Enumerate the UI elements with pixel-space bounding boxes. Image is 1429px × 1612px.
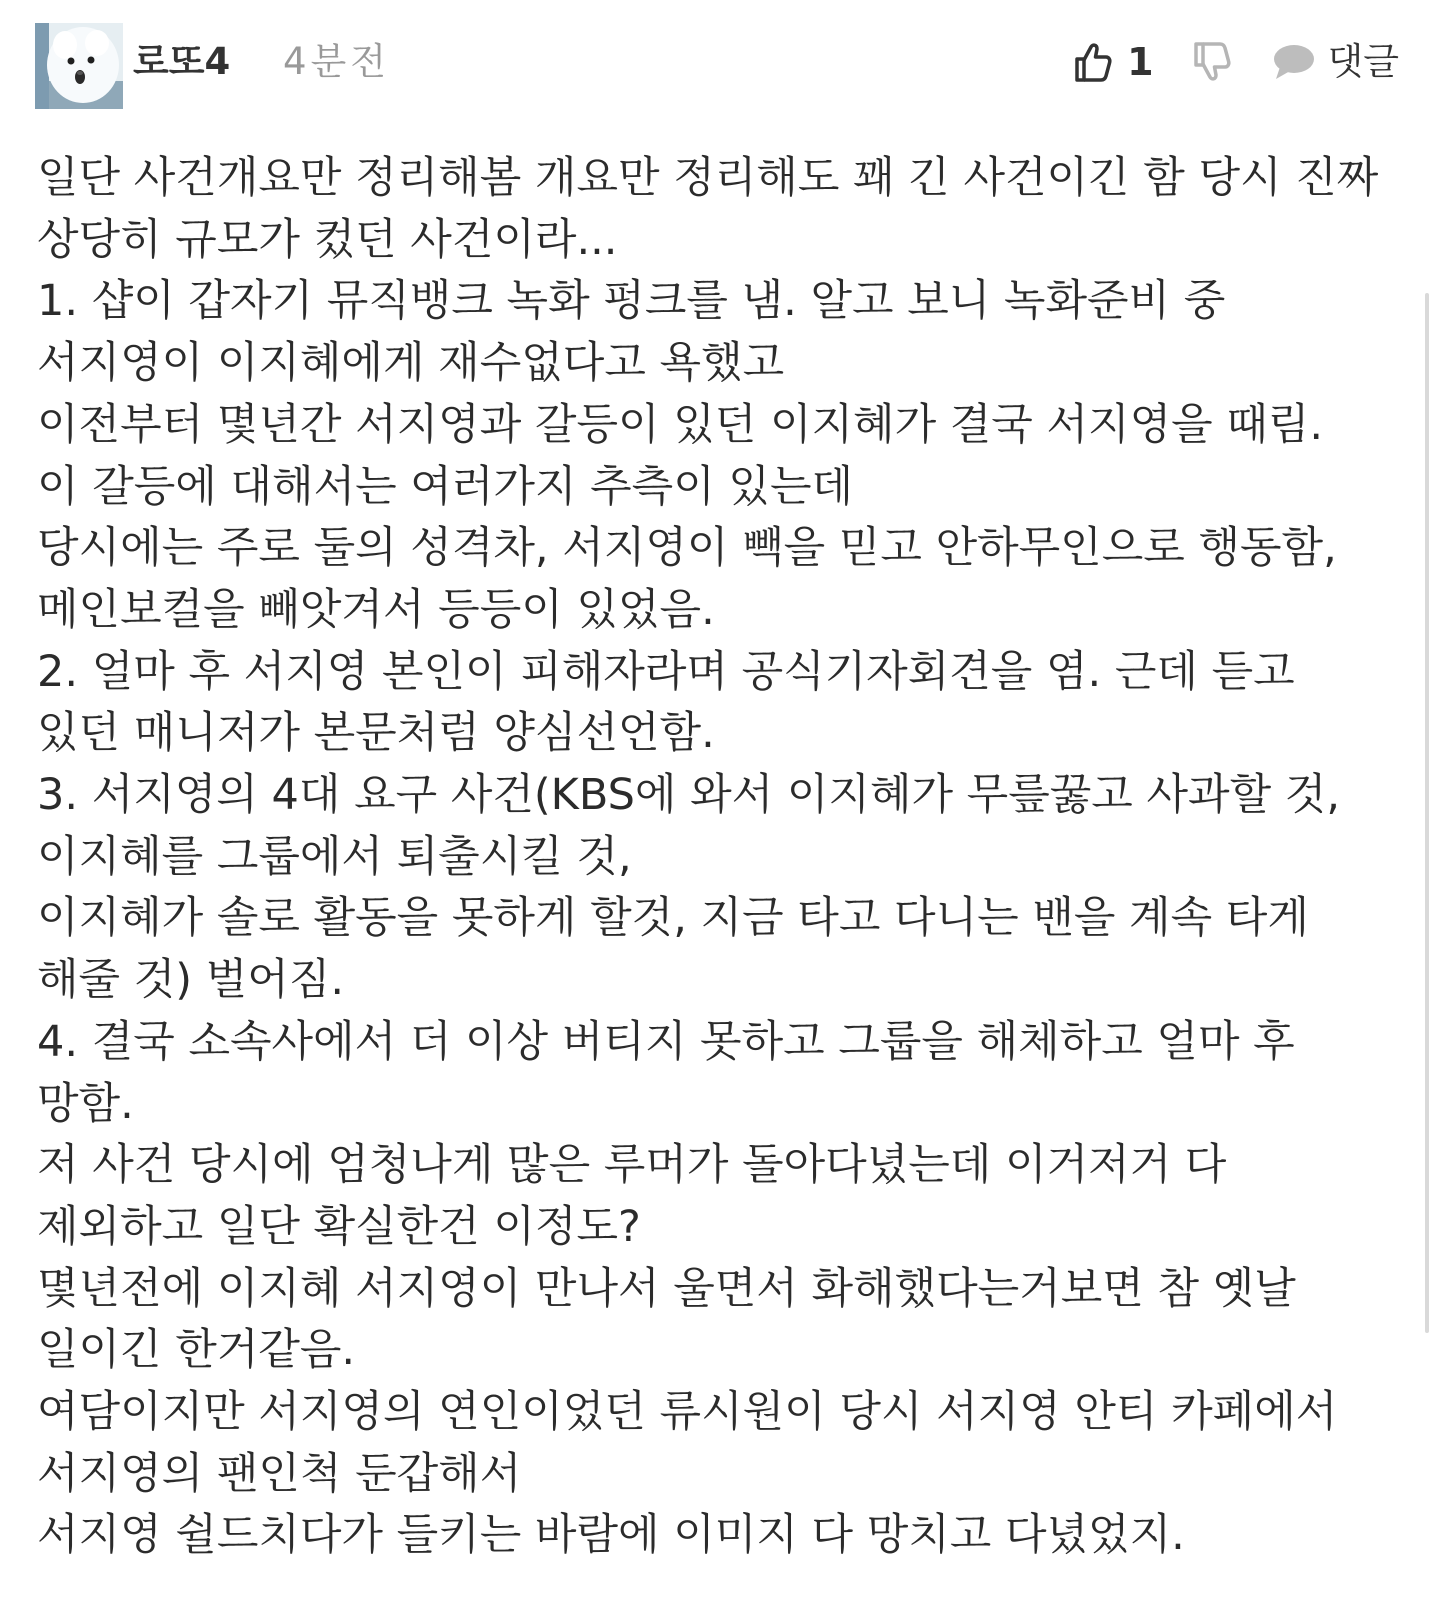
comment-body: 일단 사건개요만 정리해봄 개요만 정리해도 꽤 긴 사건이긴 함 당시 진짜 상당히 규모가 컸던 사건이라... 1. 샵이 갑자기 뮤직뱅크 녹화 펑크를 냄. 알고 보니 녹화준비 중 서지영이 이지혜에게 재수없다고 욕했고 이전부터 몇년간 서지영과 갈등이 있던 이지혜가 결국 서지영을 때림. 이 갈등에 대해서는 여러가지 추측이 있는데 당시에는 주로 둘의 성격차, 서지영이 빽을 믿고 안하무인으로 행동함, 메인보컬을 빼앗겨서 등등이 있었음. 2. 얼마 후 서지영 본인이 피해자라며 공식기자회견을 염. 근데 듣고 있던 매니저가 본문처럼 양심선언함. 3. 서지영의 4대 요구 사건(KBS에 와서 이지혜가 무릎꿇고 사과할 것, 이지혜를 그룹에서 퇴출시킬 것, 이지혜가 솔로 활동을 못하게 할것, 지금 타고 다니는 밴을 계속 타게 해줄 것) 벌어짐. 4. 결국 소속사에서 더 이상 버티지 못하고 그룹을 해체하고 얼마 후 망함. 저 사건 당시에 엄청나게 많은 루머가 돌아다녔는데 이거저거 다 제외하고 일단 확실한건 이정도? 몇년전에 이지혜 서지영이 만나서 울면서 화해했다는거보면 참 옛날 일이긴 한거같음. 여담이지만 서지영의 연인이었던 류시원이 당시 서지영 안티 카페에서 서지영의 팬인척 둔갑해서 서지영 쉴드치다가 들키는 바람에 이미지 다 망치고 다녔었지. (37, 153, 1379, 1561)
thumbs-down-icon (1192, 41, 1232, 83)
avatar-image (35, 23, 123, 109)
speech-bubble-icon (1272, 43, 1316, 81)
author-name[interactable]: 로또4 (133, 40, 231, 83)
comment-actions (1073, 34, 1399, 90)
thumbs-up-icon (1073, 41, 1113, 83)
reply-label: 댓글 (1327, 40, 1399, 83)
like-count: 1 (1127, 40, 1154, 84)
comment-timestamp: 4분전 (283, 40, 391, 83)
scrollbar[interactable] (1425, 293, 1429, 1333)
comment-header (0, 0, 1429, 130)
dog-avatar-icon[interactable] (35, 23, 123, 109)
like-button[interactable] (1073, 38, 1153, 86)
dislike-button[interactable] (1192, 41, 1232, 83)
reply-button[interactable] (1272, 38, 1399, 86)
